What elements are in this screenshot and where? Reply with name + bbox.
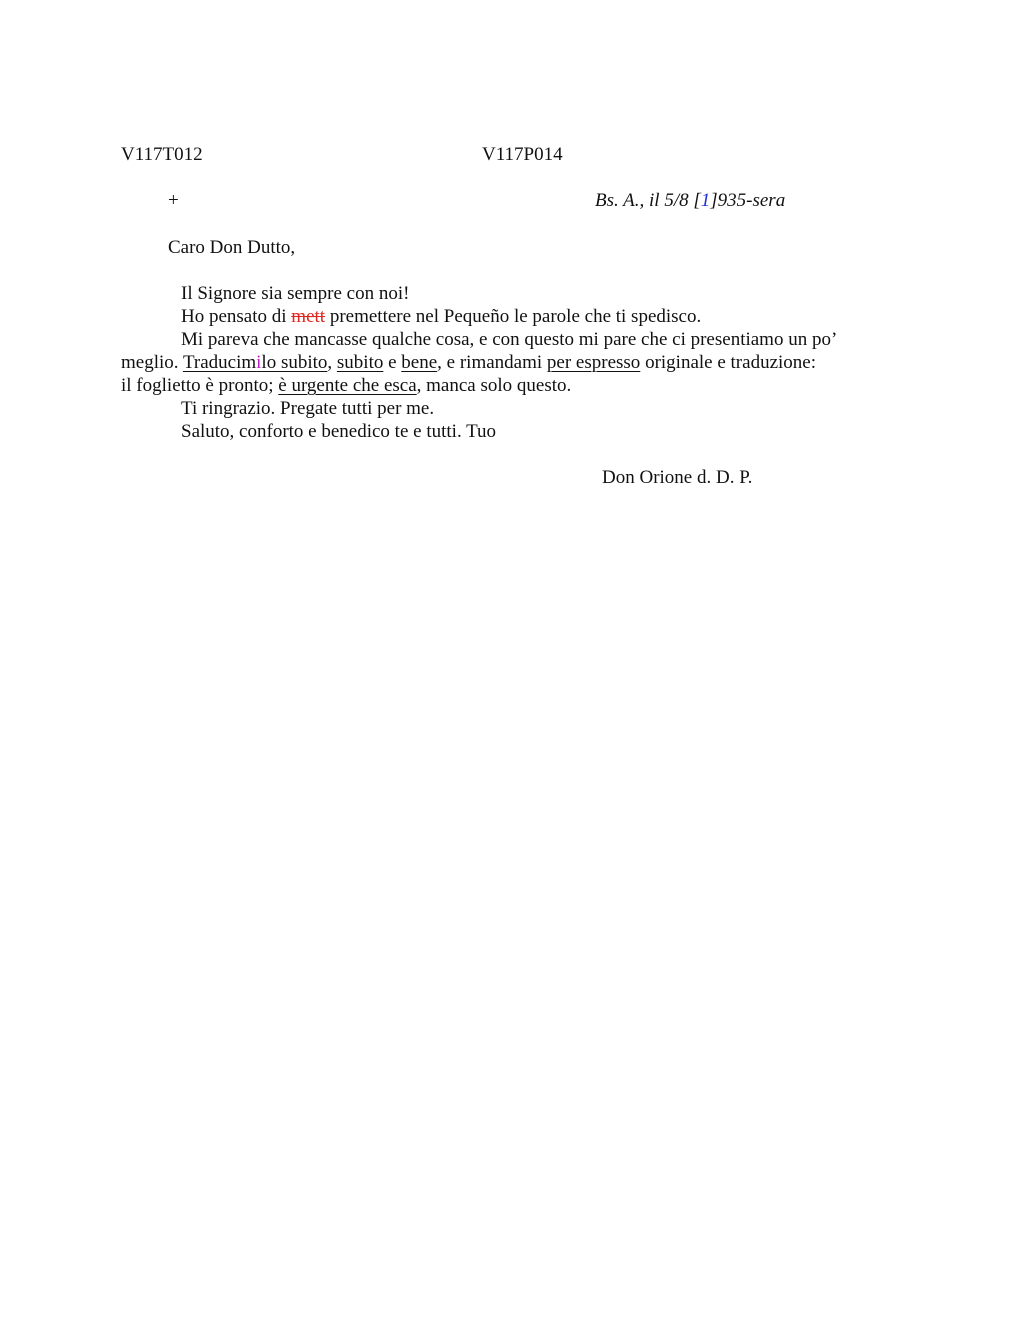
inserted-letter: i (256, 352, 262, 373)
underlined-part-c: lo subito (261, 352, 328, 373)
underlined-subito: subito (336, 352, 384, 373)
body-line-3: Mi pareva che mancasse qualche cosa, e con questo mi pare che ci presentiamo un po’ (181, 329, 838, 350)
underlined-urgente: è urgente che esca (278, 375, 417, 396)
body-line-5-text-2: , manca solo questo. (416, 375, 572, 396)
place-date-inserted: 1 (700, 190, 711, 211)
body-line-1: Il Signore sia sempre con noi! (181, 283, 410, 304)
archive-code-right: V117P014 (482, 144, 563, 165)
place-date-after: ]935-sera (710, 190, 786, 211)
body-line-2-after: premettere nel Pequeño le parole che ti spedisco. (325, 306, 702, 327)
cross-symbol: + (168, 190, 179, 211)
body-line-4-text-1: meglio. (121, 352, 183, 373)
body-line-5 (121, 374, 571, 397)
body-line-4-text-4: , e rimandami (437, 352, 547, 373)
body-line-5-text-1: il foglietto è pronto; (121, 375, 279, 396)
underlined-per-espresso: per espresso (546, 352, 641, 373)
underlined-part-a: Traducim (182, 352, 257, 373)
archive-code-left: V117T012 (121, 144, 203, 165)
body-line-4 (121, 351, 816, 374)
place-date-before: Bs. A., il 5/8 [ (595, 190, 701, 211)
underlined-bene: bene (401, 352, 438, 373)
body-line-4-text-2: , (327, 352, 337, 373)
body-line-6: Ti ringrazio. Pregate tutti per me. (181, 398, 435, 419)
salutation: Caro Don Dutto, (168, 237, 296, 258)
place-date (595, 189, 785, 212)
body-line-4-text-3: e (383, 352, 402, 373)
body-line-2 (181, 305, 701, 328)
body-line-7: Saluto, conforto e benedico te e tutti. Tuo (181, 421, 497, 442)
signature: Don Orione d. D. P. (602, 467, 753, 488)
underlined-traducimilo (183, 352, 327, 373)
deleted-word: mett (291, 306, 326, 327)
body-line-2-before: Ho pensato di (181, 306, 292, 327)
body-line-4-text-5: originale e traduzione: (640, 352, 816, 373)
